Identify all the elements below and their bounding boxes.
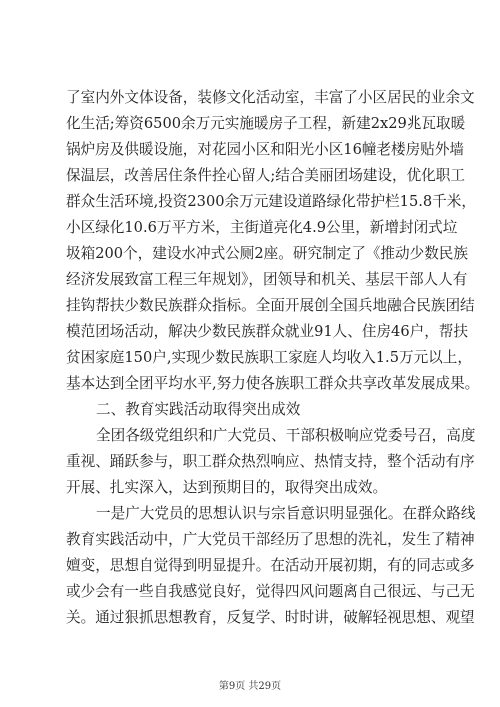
paragraph-line: 了室内外文体设备，装修文化活动室，丰富了小区居民的业余文	[66, 89, 475, 106]
paragraph-line: 重视、踊跃参与，职工群众热烈响应、热情支持，整个活动有序	[66, 453, 475, 470]
paragraph-line: 圾箱200个，建设水冲式公厕2座。研究制定了《推动少数民族	[66, 245, 468, 262]
page-number: 第9页 共29页	[218, 681, 282, 692]
paragraph-line: 挂钩帮扶少数民族群众指标。全面开展创全国兵地融合民族团结	[66, 297, 475, 314]
paragraph-line: 开展、扎实深入，达到预期目的，取得突出成效。	[66, 479, 388, 496]
paragraph-line: 关。通过狠抓思想教育，反复学、时时讲，破解轻视思想、观望	[66, 609, 475, 626]
paragraph-line: 教育实践活动中，广大党员干部经历了思想的洗礼，发生了精神	[66, 531, 475, 548]
paragraph-line: 一是广大党员的思想认识与宗旨意识明显强化。在群众路线	[96, 505, 476, 522]
paragraph-line: 或少会有一些自我感觉良好，觉得四风问题离自己很远、与己无	[66, 583, 475, 600]
paragraph-line: 贫困家庭150户,实现少数民族职工家庭人均收入1.5万元以上，	[66, 349, 472, 366]
paragraph-line: 锅炉房及供暖设施，对花园小区和阳光小区16幢老楼房贴外墙	[66, 141, 465, 158]
paragraph-line: 化生活;筹资6500余万元实施暖房子工程，新建2x29兆瓦取暖	[66, 115, 466, 132]
paragraph-line: 小区绿化10.6万平方米，主街道亮化4.9公里，新增封闭式垃	[66, 219, 458, 236]
paragraph-line: 保温层，改善居住条件拴心留人;结合美丽团场建设，优化职工	[66, 167, 465, 184]
paragraph-line: 经济发展致富工程三年规划》，团领导和机关、基层干部人人有	[66, 271, 468, 288]
paragraph-line: 嬗变，思想自觉得到明显提升。在活动开展初期，有的同志或多	[66, 557, 475, 574]
section-heading: 二、教育实践活动取得突出成效	[96, 401, 301, 418]
paragraph-line: 模范团场活动，解决少数民族群众就业91人、住房46户，帮扶	[66, 323, 468, 340]
paragraph-line: 基本达到全团平均水平,努力使各族职工群众共享改革发展成果。	[66, 375, 480, 392]
paragraph-line: 群众生活环境,投资2300余万元建设道路绿化带护栏15.8千米，	[66, 193, 476, 210]
paragraph-line: 全团各级党组织和广大党员、干部积极响应党委号召，高度	[96, 427, 476, 444]
